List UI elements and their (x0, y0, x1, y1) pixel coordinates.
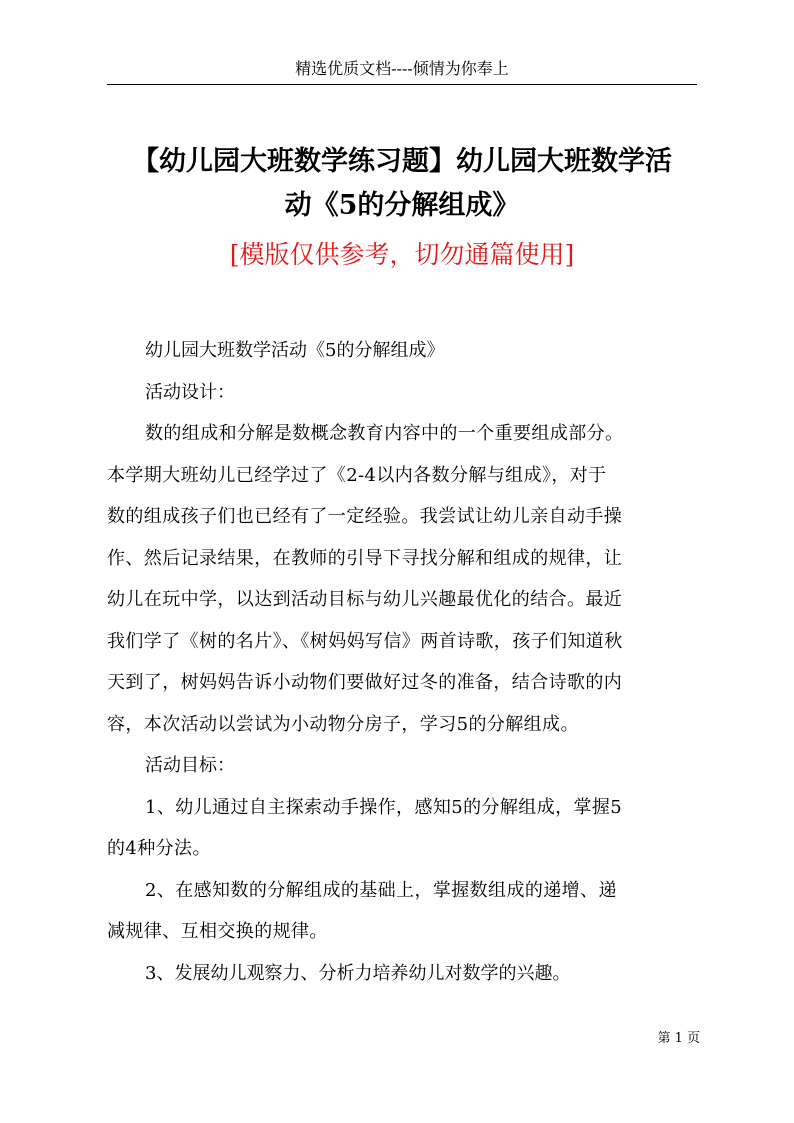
activity-heading: 幼儿园大班数学活动《5的分解组成》 (145, 340, 445, 361)
goal-2 (107, 870, 697, 953)
document-body (107, 330, 697, 994)
design-line: 幼儿在玩中学，以达到活动目标与幼儿兴趣最优化的结合。最近 (107, 589, 623, 610)
template-notice: [模版仅供参考，切勿通篇使用] (229, 240, 575, 269)
goal-1-line: 1、幼儿通过自主探索动手操作，感知5的分解组成，掌握5 (145, 796, 623, 818)
design-line: 数的组成孩子们也已经有了一定经验。我尝试让幼儿亲自动手操 (107, 506, 623, 527)
design-line: 天到了，树妈妈告诉小动物们要做好过冬的准备，结合诗歌的内 (107, 672, 623, 693)
goal-2-line: 2、在感知数的分解组成的基础上，掌握数组成的递增、递 (145, 879, 617, 901)
document-title (107, 140, 697, 228)
title-line-2: 动《5的分解组成》 (284, 190, 520, 221)
design-paragraph (107, 413, 697, 745)
goals-label: 活动目标： (145, 755, 235, 776)
design-line: 本学期大班幼儿已经学过了《2-4以内各数分解与组成》，对于 (107, 464, 607, 486)
page-header: 精选优质文档----倾情为你奉上 (295, 59, 509, 78)
design-line: 我们学了《树的名片》、《树妈妈写信》两首诗歌，孩子们知道秋 (107, 630, 623, 652)
goal-1-line: 的4种分法。 (107, 838, 211, 859)
design-line: 容，本次活动以尝试为小动物分房子，学习5的分解组成。 (107, 713, 579, 735)
design-line: 作、然后记录结果，在教师的引导下寻找分解和组成的规律，让 (107, 547, 623, 569)
design-line: 数的组成和分解是数概念教育内容中的一个重要组成部分。 (145, 423, 624, 444)
goal-3: 3、发展幼儿观察力、分析力培养幼儿对数学的兴趣。 (145, 962, 571, 984)
title-line-1: 【幼儿园大班数学练习题】幼儿园大班数学活 (132, 146, 672, 177)
design-label: 活动设计： (145, 381, 235, 403)
header-divider (107, 84, 697, 85)
page-number: 第 1 页 (657, 1031, 700, 1046)
goal-1 (107, 787, 697, 870)
goal-2-line: 减规律、互相交换的规律。 (107, 921, 328, 942)
